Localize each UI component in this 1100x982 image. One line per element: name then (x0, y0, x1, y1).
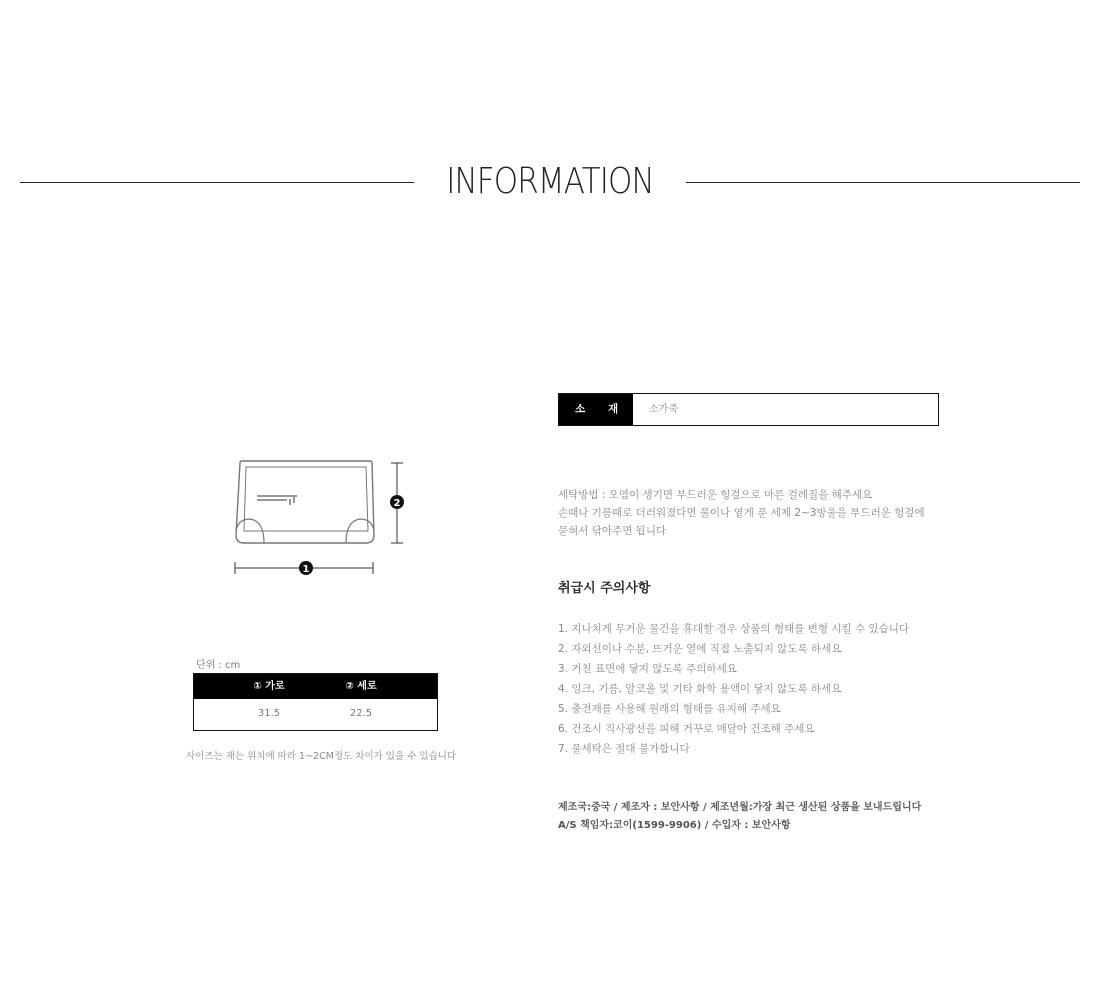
caution-item: 1. 지나치게 무거운 물건을 휴대할 경우 상품의 형태를 변형 시킬 수 있습니다 (558, 623, 910, 635)
caution-item: 3. 거친 표면에 닿지 않도록 주의하세요 (558, 663, 737, 675)
caution-item: 2. 자외선이나 수분, 뜨거운 열에 직접 노출되지 않도록 하세요 (558, 643, 842, 655)
maker-info (558, 799, 921, 835)
height-marker-label: 2 (393, 498, 401, 509)
header-height: ② 세로 (345, 681, 377, 692)
width-marker-label: 1 (302, 564, 310, 575)
maker-line: 제조국:중국 / 제조자 : 보안사항 / 제조년월:가장 최근 생산된 상품을 보내드립니다 (558, 802, 922, 813)
unit-label: 단위 : cm (196, 660, 241, 671)
caution-item: 4. 잉크, 기름, 알코올 및 기타 화학 용액이 닿지 않도록 하세요 (558, 683, 842, 695)
logo-mark (257, 495, 297, 505)
size-table (193, 673, 438, 731)
size-table-header (194, 674, 437, 699)
header-divider-left (20, 182, 414, 183)
wash-line: 묻혀서 닦아주면 됩니다 (558, 525, 667, 537)
material-label-char-2: 재 (608, 403, 619, 415)
wash-line: 세탁방법 : 오염이 생기면 부드러운 헝겊으로 마른 걸레질을 해주세요 (558, 489, 873, 501)
material-label (559, 394, 633, 425)
wash-line: 손때나 기름때로 더러워졌다면 물이나 옅게 푼 세제 2~3방울을 부드러운 헝겊에 (558, 507, 925, 519)
caution-item: 7. 물세탁은 절대 불가합니다 (558, 743, 690, 755)
wallet-outline (236, 461, 374, 543)
header-width: ① 가로 (253, 681, 285, 692)
value-height: 22.5 (349, 708, 373, 719)
caution-item: 6. 건조시 직사광선을 피해 거꾸로 매달아 건조해 주세요 (558, 723, 815, 735)
material-label-char-1: 소 (575, 403, 586, 415)
caution-item: 5. 충전재를 사용해 원래의 형태를 유지해 주세요 (558, 703, 781, 715)
wash-instructions (558, 486, 958, 540)
section-title: INFORMATION (446, 161, 654, 202)
product-size-diagram (226, 455, 416, 580)
value-width: 31.5 (257, 708, 281, 719)
material-value: 소가죽 (649, 404, 678, 415)
caution-list (558, 619, 909, 759)
size-table-row (194, 699, 437, 730)
size-note: 사이즈는 재는 위치에 따라 1~2CM정도 차이가 있을 수 있습니다 (186, 751, 457, 762)
maker-line: A/S 책임자:코이(1599-9906) / 수입자 : 보안사항 (558, 820, 791, 831)
caution-title: 취급시 주의사항 (558, 581, 651, 596)
header-divider-right (686, 182, 1080, 183)
material-box (558, 393, 939, 426)
